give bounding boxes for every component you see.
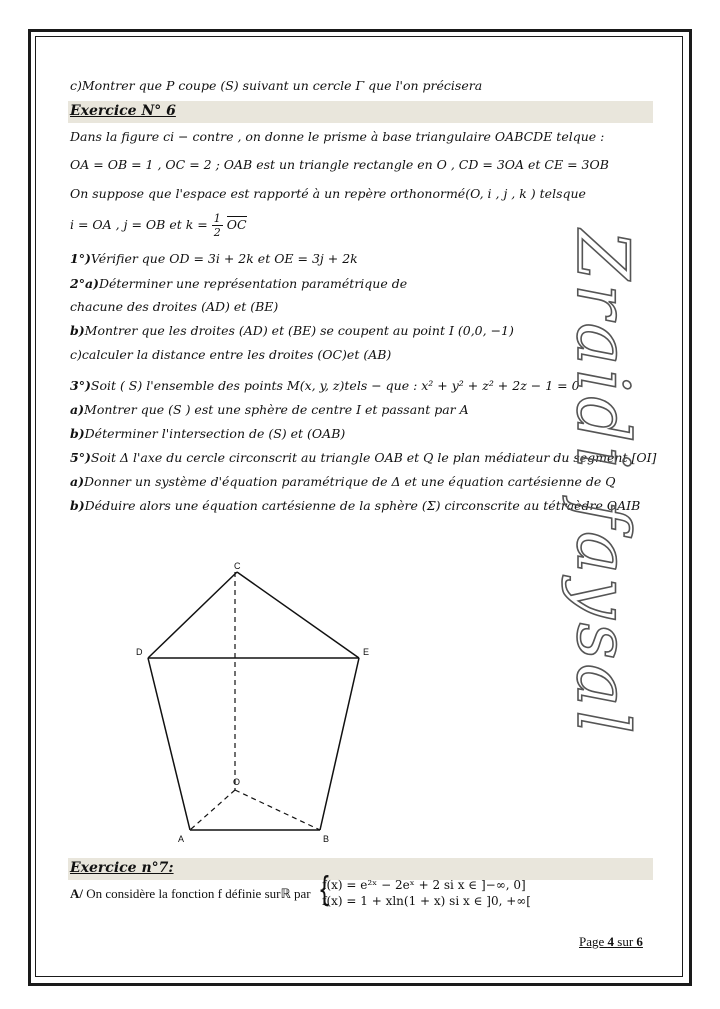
question-5a-label: a) (70, 474, 85, 489)
question-3a-text: Montrer que (S ) est une sphère de centre I et passant par A (84, 402, 469, 417)
vertex-label-O: O (233, 777, 241, 787)
question-2c: c)calculer la distance entre les droites (OC)et (AB) (70, 347, 392, 362)
piecewise-definition (322, 877, 531, 909)
question-5b-text: Déduire alors une équation cartésienne de la sphère (Σ) circonscrite au tétraèdre OAIB (84, 498, 641, 513)
piecewise-brace: { (318, 870, 331, 910)
question-3a-label: a) (70, 402, 85, 417)
exercise6-frame-sentence: On suppose que l'espace est rapporté à un repère orthonormé(O, i , j , k ) telsque (70, 186, 586, 201)
vertex-label-E: E (363, 647, 370, 657)
question-2b-text: Montrer que les droites (AD) et (BE) se coupent au point I (0,0, −1) (84, 323, 514, 338)
vertex-label-D: D (136, 647, 143, 657)
fraction-denominator: 2 (213, 226, 221, 239)
fraction-numerator: 1 (213, 212, 221, 225)
vertex-label-A: A (178, 834, 185, 844)
question-5a-text: Donner un système d'équation paramétrique de Δ et une équation cartésienne de Q (84, 474, 616, 489)
edge-EB (320, 658, 359, 830)
question-2a-label: 2°a) (70, 276, 99, 291)
vertex-label-B: B (323, 834, 330, 844)
exercise6-given: OA = OB = 1 , OC = 2 ; OAB est un triangle rectangle en O , CD = 3OA et CE = 3OB (70, 157, 609, 172)
edge-DA (148, 658, 190, 830)
question-5-label: 5°) (70, 450, 91, 465)
question-1-label: 1°) (70, 251, 91, 266)
footer-current-page: 4 (607, 934, 615, 949)
question-2a-continuation: chacune des droites (AD) et (BE) (70, 299, 279, 314)
question-1-text: Vérifier que OD = 3i + 2k et OE = 3j + 2k (90, 251, 358, 266)
exercise6-intro: Dans la figure ci − contre , on donne le prisme à base triangulaire OABCDE telque : (70, 129, 605, 144)
piecewise-case-2: f(x) = 1 + xln(1 + x) si x ∈ ]0, +∞[ (322, 894, 531, 908)
previous-question-line: c)Montrer que P coupe (S) suivant un cercle Γ que l'on précisera (70, 78, 483, 93)
question-5b-label: b) (70, 498, 85, 513)
edge-OB-hidden (235, 790, 320, 830)
edge-OA-hidden (190, 790, 235, 830)
footer-prefix: Page (579, 934, 608, 949)
footer-total-pages: 6 (636, 934, 643, 949)
question-3b-text: Déterminer l'intersection de (S) et (OAB) (84, 426, 346, 441)
footer-mid: sur (614, 934, 637, 949)
question-5-text: Soit Δ l'axe du cercle circonscrit au triangle OAB et Q le plan médiateur du segment [OI] (90, 450, 657, 465)
edge-CE (237, 572, 359, 658)
part-a-text: On considère la fonction f définie surℝ par (83, 886, 311, 901)
signature-text: Zraidi faysal (561, 230, 645, 738)
exercise7-part-a (70, 886, 311, 902)
basis-left: i = OA , j = OB et k = (70, 217, 212, 232)
part-a-label: A/ (70, 886, 83, 901)
question-2b-label: b) (70, 323, 85, 338)
question-2a-text: Déterminer une représentation paramétrique de (98, 276, 408, 291)
basis-right: OC (226, 217, 247, 232)
question-3-text: Soit ( S) l'ensemble des points M(x, y, z)tels − que : x² + y² + z² + 2z − 1 = 0 (90, 378, 580, 393)
vertex-label-C: C (234, 561, 241, 571)
question-3b-label: b) (70, 426, 85, 441)
page-number (579, 934, 643, 950)
exercise7-title: Exercice n°7: (70, 860, 174, 876)
exercise6-title: Exercice N° 6 (70, 103, 176, 119)
question-3-label: 3°) (70, 378, 91, 393)
edge-CD (148, 572, 237, 658)
piecewise-case-1: f(x) = e²ˣ − 2eˣ + 2 si x ∈ ]−∞, 0] (322, 878, 526, 892)
